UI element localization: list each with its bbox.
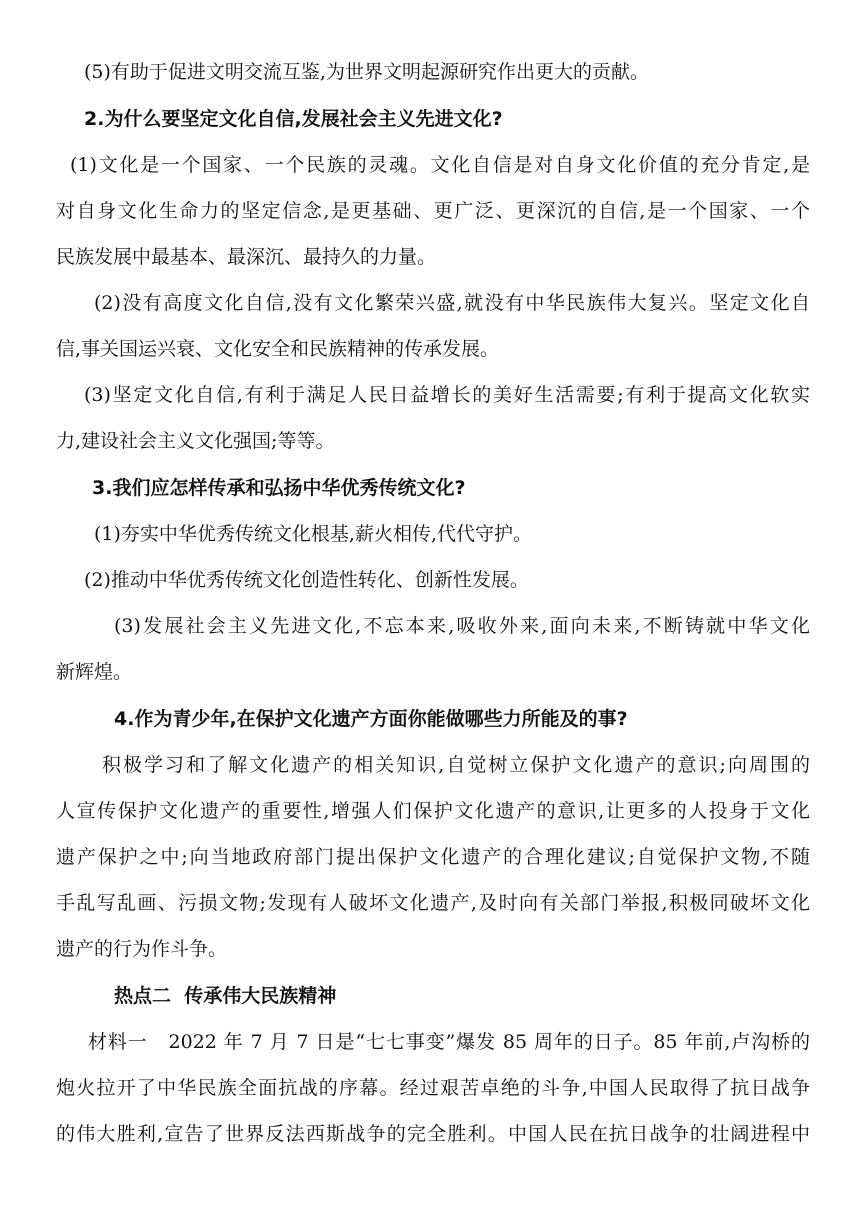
answer-2-item-2-line-2: 信,事关国运兴衰、文化安全和民族精神的传承发展。: [56, 338, 500, 360]
question-2-heading: 2.为什么要坚定文化自信,发展社会主义先进文化?: [84, 108, 503, 130]
material-1-line-2: 炮火拉开了中华民族全面抗战的序幕。经过艰苦卓绝的斗争,中国人民取得了抗日战争: [56, 1077, 810, 1099]
question-3-heading: 3.我们应怎样传承和弘扬中华优秀传统文化?: [92, 477, 466, 499]
question-4-heading: 4.作为青少年,在保护文化遗产方面你能做哪些力所能及的事?: [114, 708, 628, 730]
answer-2-item-1-line-2: 对自身文化生命力的坚定信念,是更基础、更广泛、更深沉的自信,是一个国家、一个: [56, 200, 810, 222]
answer-4-line-1: 积极学习和了解文化遗产的相关知识,自觉树立保护文化遗产的意识;向周围的: [102, 754, 810, 776]
answer-1-item-5: (5)有助于促进文明交流互鉴,为世界文明起源研究作出更大的贡献。: [84, 61, 649, 83]
answer-3-item-1: (1)夯实中华优秀传统文化根基,薪火相传,代代守护。: [94, 523, 532, 545]
answer-3-item-2: (2)推动中华优秀传统文化创造性转化、创新性发展。: [84, 569, 529, 591]
answer-2-item-3-line-1: (3)坚定文化自信,有利于满足人民日益增长的美好生活需要;有利于提高文化软实: [84, 384, 810, 406]
answer-3-item-3-line-1: (3)发展社会主义先进文化,不忘本来,吸收外来,面向未来,不断铸就中华文化: [114, 615, 810, 637]
answer-4-line-4: 手乱写乱画、污损文物;发现有人破坏文化遗产,及时向有关部门举报,积极同破坏文化: [56, 892, 810, 914]
material-1-line-1: 材料一 2022 年 7 月 7 日是“七七事变”爆发 85 周年的日子。85 年前,卢沟桥的: [88, 1031, 810, 1053]
answer-2-item-3-line-2: 力,建设社会主义文化强国;等等。: [56, 430, 335, 452]
answer-2-item-1-line-1: (1)文化是一个国家、一个民族的灵魂。文化自信是对自身文化价值的充分肯定,是: [70, 154, 810, 176]
answer-4-line-5: 遗产的行为作斗争。: [56, 938, 228, 960]
hotspot-2-heading: 热点二 传承伟大民族精神: [114, 985, 337, 1007]
answer-2-item-1-line-3: 民族发展中最基本、最深沉、最持久的力量。: [56, 246, 437, 268]
answer-4-line-3: 遗产保护之中;向当地政府部门提出保护文化遗产的合理化建议;自觉保护文物,不随: [56, 846, 810, 868]
answer-4-line-2: 人宣传保护文化遗产的重要性,增强人们保护文化遗产的意识,让更多的人投身于文化: [56, 800, 810, 822]
answer-2-item-2-line-1: (2)没有高度文化自信,没有文化繁荣兴盛,就没有中华民族伟大复兴。坚定文化自: [94, 292, 810, 314]
material-1-line-3: 的伟大胜利,宣告了世界反法西斯战争的完全胜利。中国人民在抗日战争的壮阔进程中: [56, 1123, 810, 1145]
answer-3-item-3-line-2: 新辉煌。: [56, 661, 133, 683]
